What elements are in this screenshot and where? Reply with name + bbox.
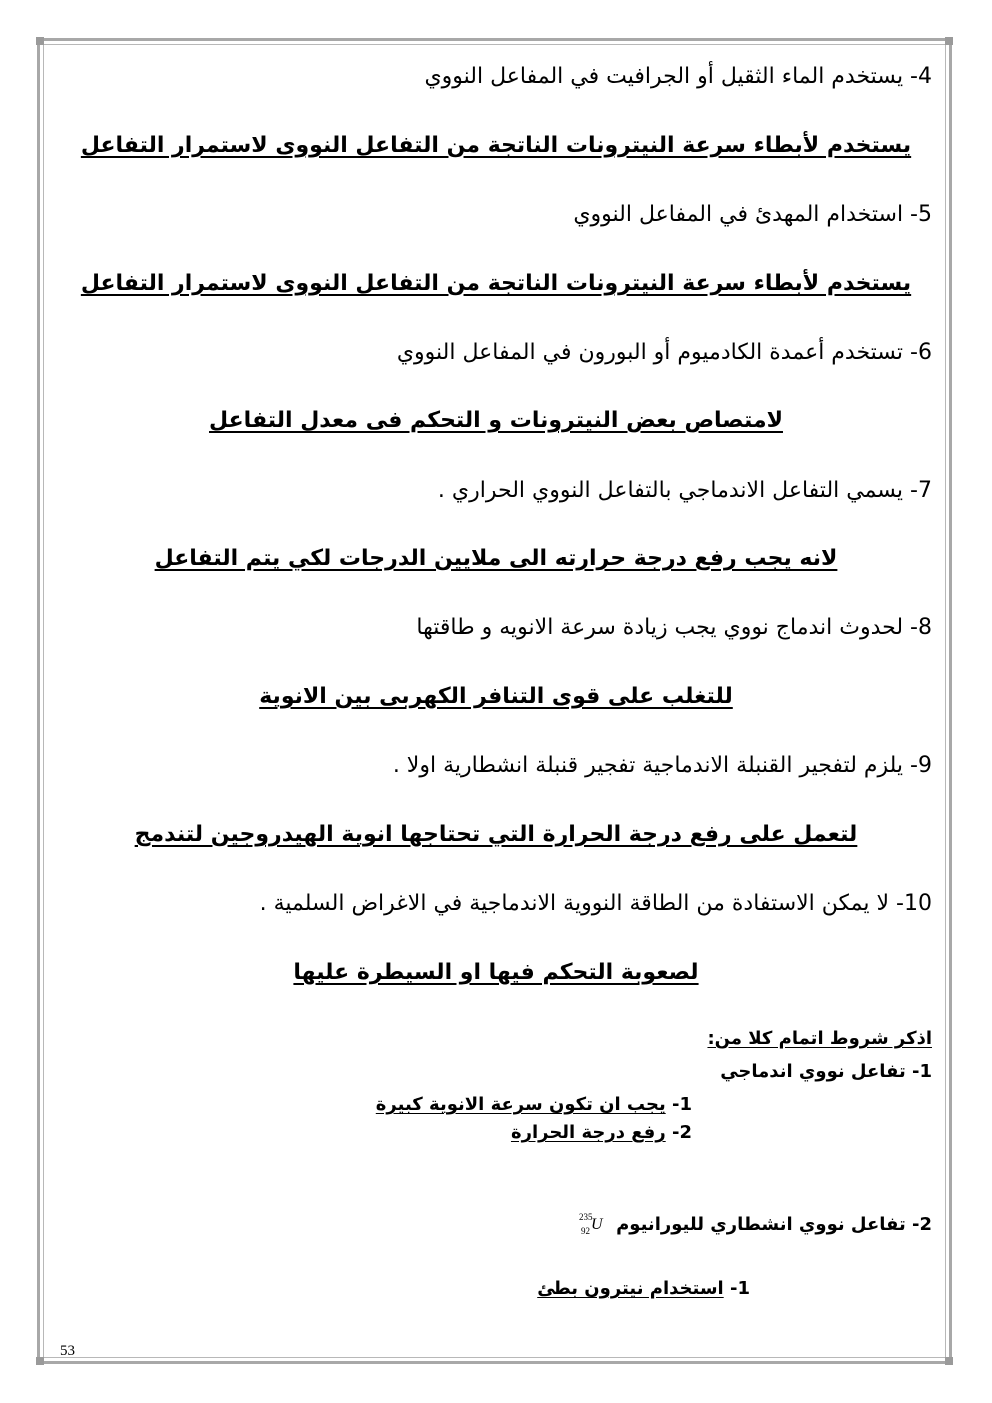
point-text: استخدام نيترون بطئ (537, 1278, 724, 1299)
statement-9: 9- يلزم لتفجير القنبلة الاندماجية تفجير قنبلة انشطارية اولا . (392, 753, 932, 778)
point-number: 1- (729, 1278, 750, 1299)
point-number: 2- (671, 1122, 692, 1143)
statement-5: 5- استخدام المهدئ في المفاعل النووي (573, 202, 932, 227)
statement-6: 6- تستخدم أعمدة الكادميوم أو البورون في المفاعل النووي (396, 340, 932, 365)
answer-10: لصعوبة التحكم فيها او السيطرة عليها (293, 960, 699, 985)
border-corner-ornament (945, 37, 953, 45)
isotope-atomic-number: 92 (581, 1226, 590, 1236)
statement-8: 8- لحدوث اندماج نووي يجب زيادة سرعة الانويه و طاقتها (416, 615, 932, 640)
point-number: 1- (671, 1094, 692, 1115)
border-corner-ornament (945, 1357, 953, 1365)
border-corner-ornament (36, 1357, 44, 1365)
isotope-mass-number: 235 (579, 1212, 593, 1222)
conditions-heading: اذكر شروط اتمام كلا من: (707, 1028, 932, 1049)
border-corner-ornament (36, 37, 44, 45)
fission-title: 2- تفاعل نووي انشطاري لليورانيوم (616, 1214, 932, 1235)
fission-point-1 (537, 1280, 750, 1298)
isotope-element-symbol: U (591, 1216, 603, 1233)
answer-9: لتعمل على رفع درجة الحرارة التي تحتاجها انوية الهيدروجين لتندمج (134, 822, 858, 847)
answer-6: لامتصاص بعض النيترونات و التحكم فى معدل التفاعل (209, 408, 783, 433)
page-number: 53 (60, 1343, 75, 1359)
fusion-title: 1- تفاعل نووي اندماجي (720, 1061, 932, 1082)
answer-5: يستخدم لأبطاء سرعة النيترونات الناتجة من التفاعل النووى لاستمرار التفاعل (80, 271, 912, 296)
statement-4: 4- يستخدم الماء الثقيل أو الجرافيت في المفاعل النووي (424, 64, 932, 89)
answer-8: للتغلب على قوى التنافر الكهربى بين الانوية (259, 684, 733, 709)
answer-7: لانه يجب رفع درجة حرارته الى ملايين الدرجات لكي يتم التفاعل (154, 546, 838, 571)
fusion-point-1 (376, 1096, 692, 1114)
point-text: يجب ان تكون سرعة الانوية كبيرة (375, 1094, 666, 1115)
statement-7: 7- يسمي التفاعل الاندماجي بالتفاعل النووي الحراري . (437, 478, 932, 503)
statement-10: 10- لا يمكن الاستفادة من الطاقة النووية الاندماجية في الاغراض السلمية . (259, 891, 932, 916)
point-text: رفع درجة الحرارة (510, 1122, 666, 1143)
fusion-point-2 (511, 1124, 692, 1142)
answer-4: يستخدم لأبطاء سرعة النيترونات الناتجة من التفاعل النووى لاستمرار التفاعل (80, 133, 912, 158)
